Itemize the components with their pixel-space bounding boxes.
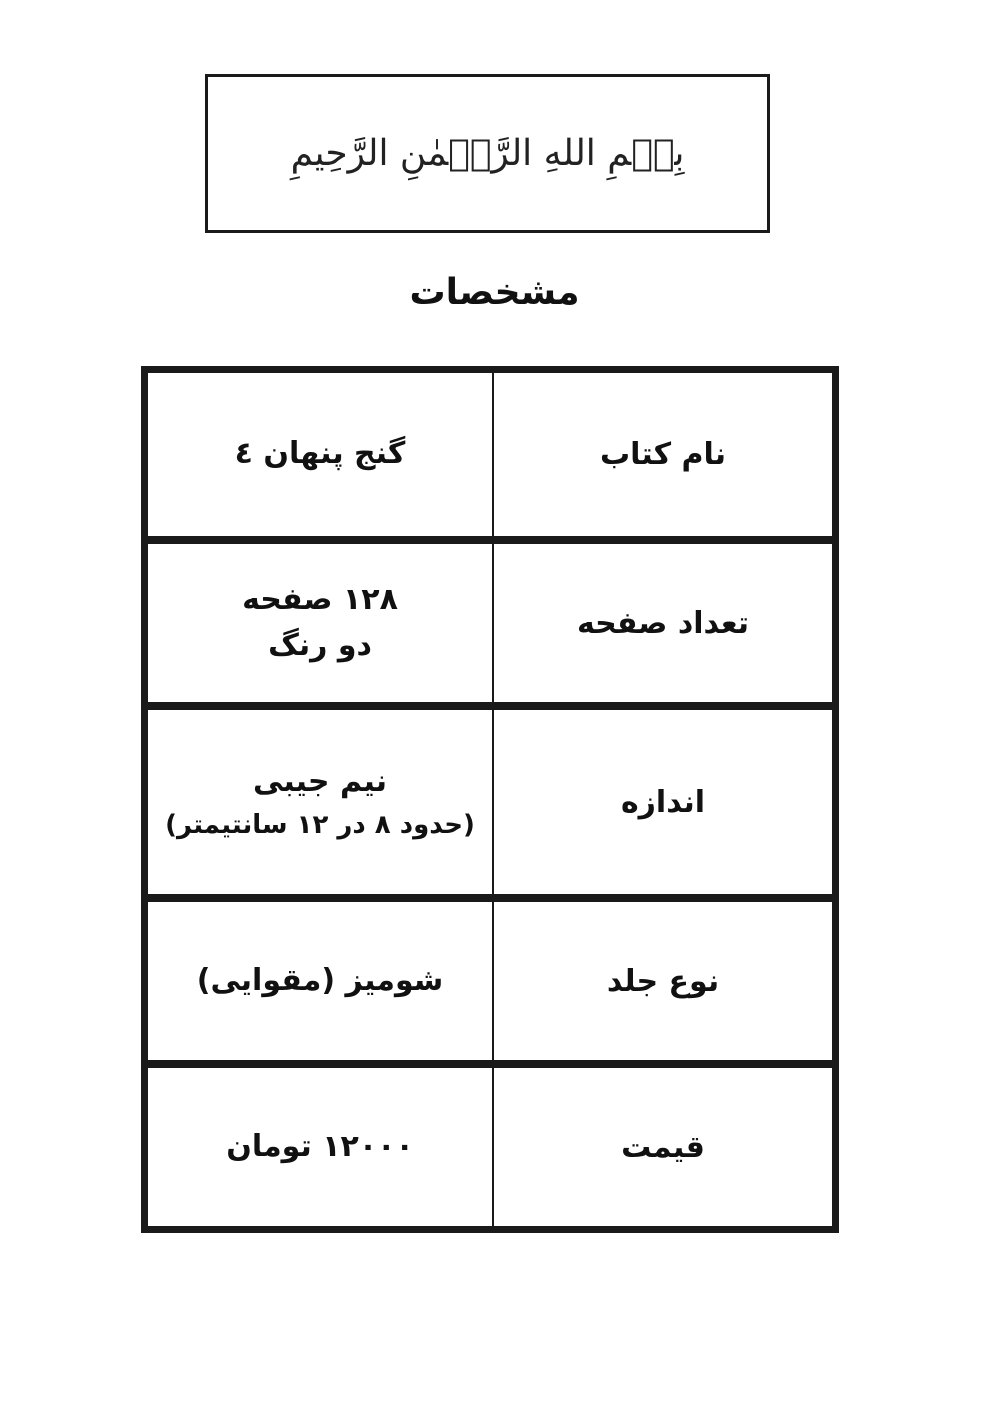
basmala-text: بِسۡمِ اللهِ الرَّحۡمٰنِ الرَّحِیمِ xyxy=(290,133,685,174)
value-page-count xyxy=(148,544,494,702)
table-row-binding xyxy=(148,894,832,1060)
table-row-price xyxy=(148,1060,832,1226)
basmala-frame xyxy=(205,74,770,233)
value-size-line-1: نیم جیبی xyxy=(253,763,387,799)
value-price xyxy=(148,1068,494,1226)
value-size xyxy=(148,710,494,894)
value-price-line-1: ١٢٠٠٠ تومان xyxy=(226,1128,414,1164)
label-book-name: نام کتاب xyxy=(599,437,727,472)
value-page-count-line-1: ١٢٨ صفحه xyxy=(242,581,398,617)
label-page-count: تعداد صفحه xyxy=(576,605,750,641)
table-row-book-name xyxy=(148,373,832,536)
value-binding xyxy=(148,902,494,1060)
label-binding: نوع جلد xyxy=(606,963,720,999)
table-row-page-count xyxy=(148,536,832,702)
page-title: مشخصات xyxy=(409,272,580,313)
value-page-count-line-2: دو رنگ xyxy=(268,628,372,663)
value-book-name-line-1: گنج پنهان ٤ xyxy=(234,436,406,472)
value-binding-line-1: شومیز (مقوایی) xyxy=(196,962,444,998)
specifications-table xyxy=(141,366,839,1233)
label-price: قیمت xyxy=(621,1129,705,1165)
value-book-name xyxy=(148,373,494,536)
table-row-size xyxy=(148,702,832,894)
label-size: اندازه xyxy=(620,784,706,820)
value-size-line-2: (حدود ٨ در ١٢ سانتیمتر) xyxy=(165,810,475,841)
